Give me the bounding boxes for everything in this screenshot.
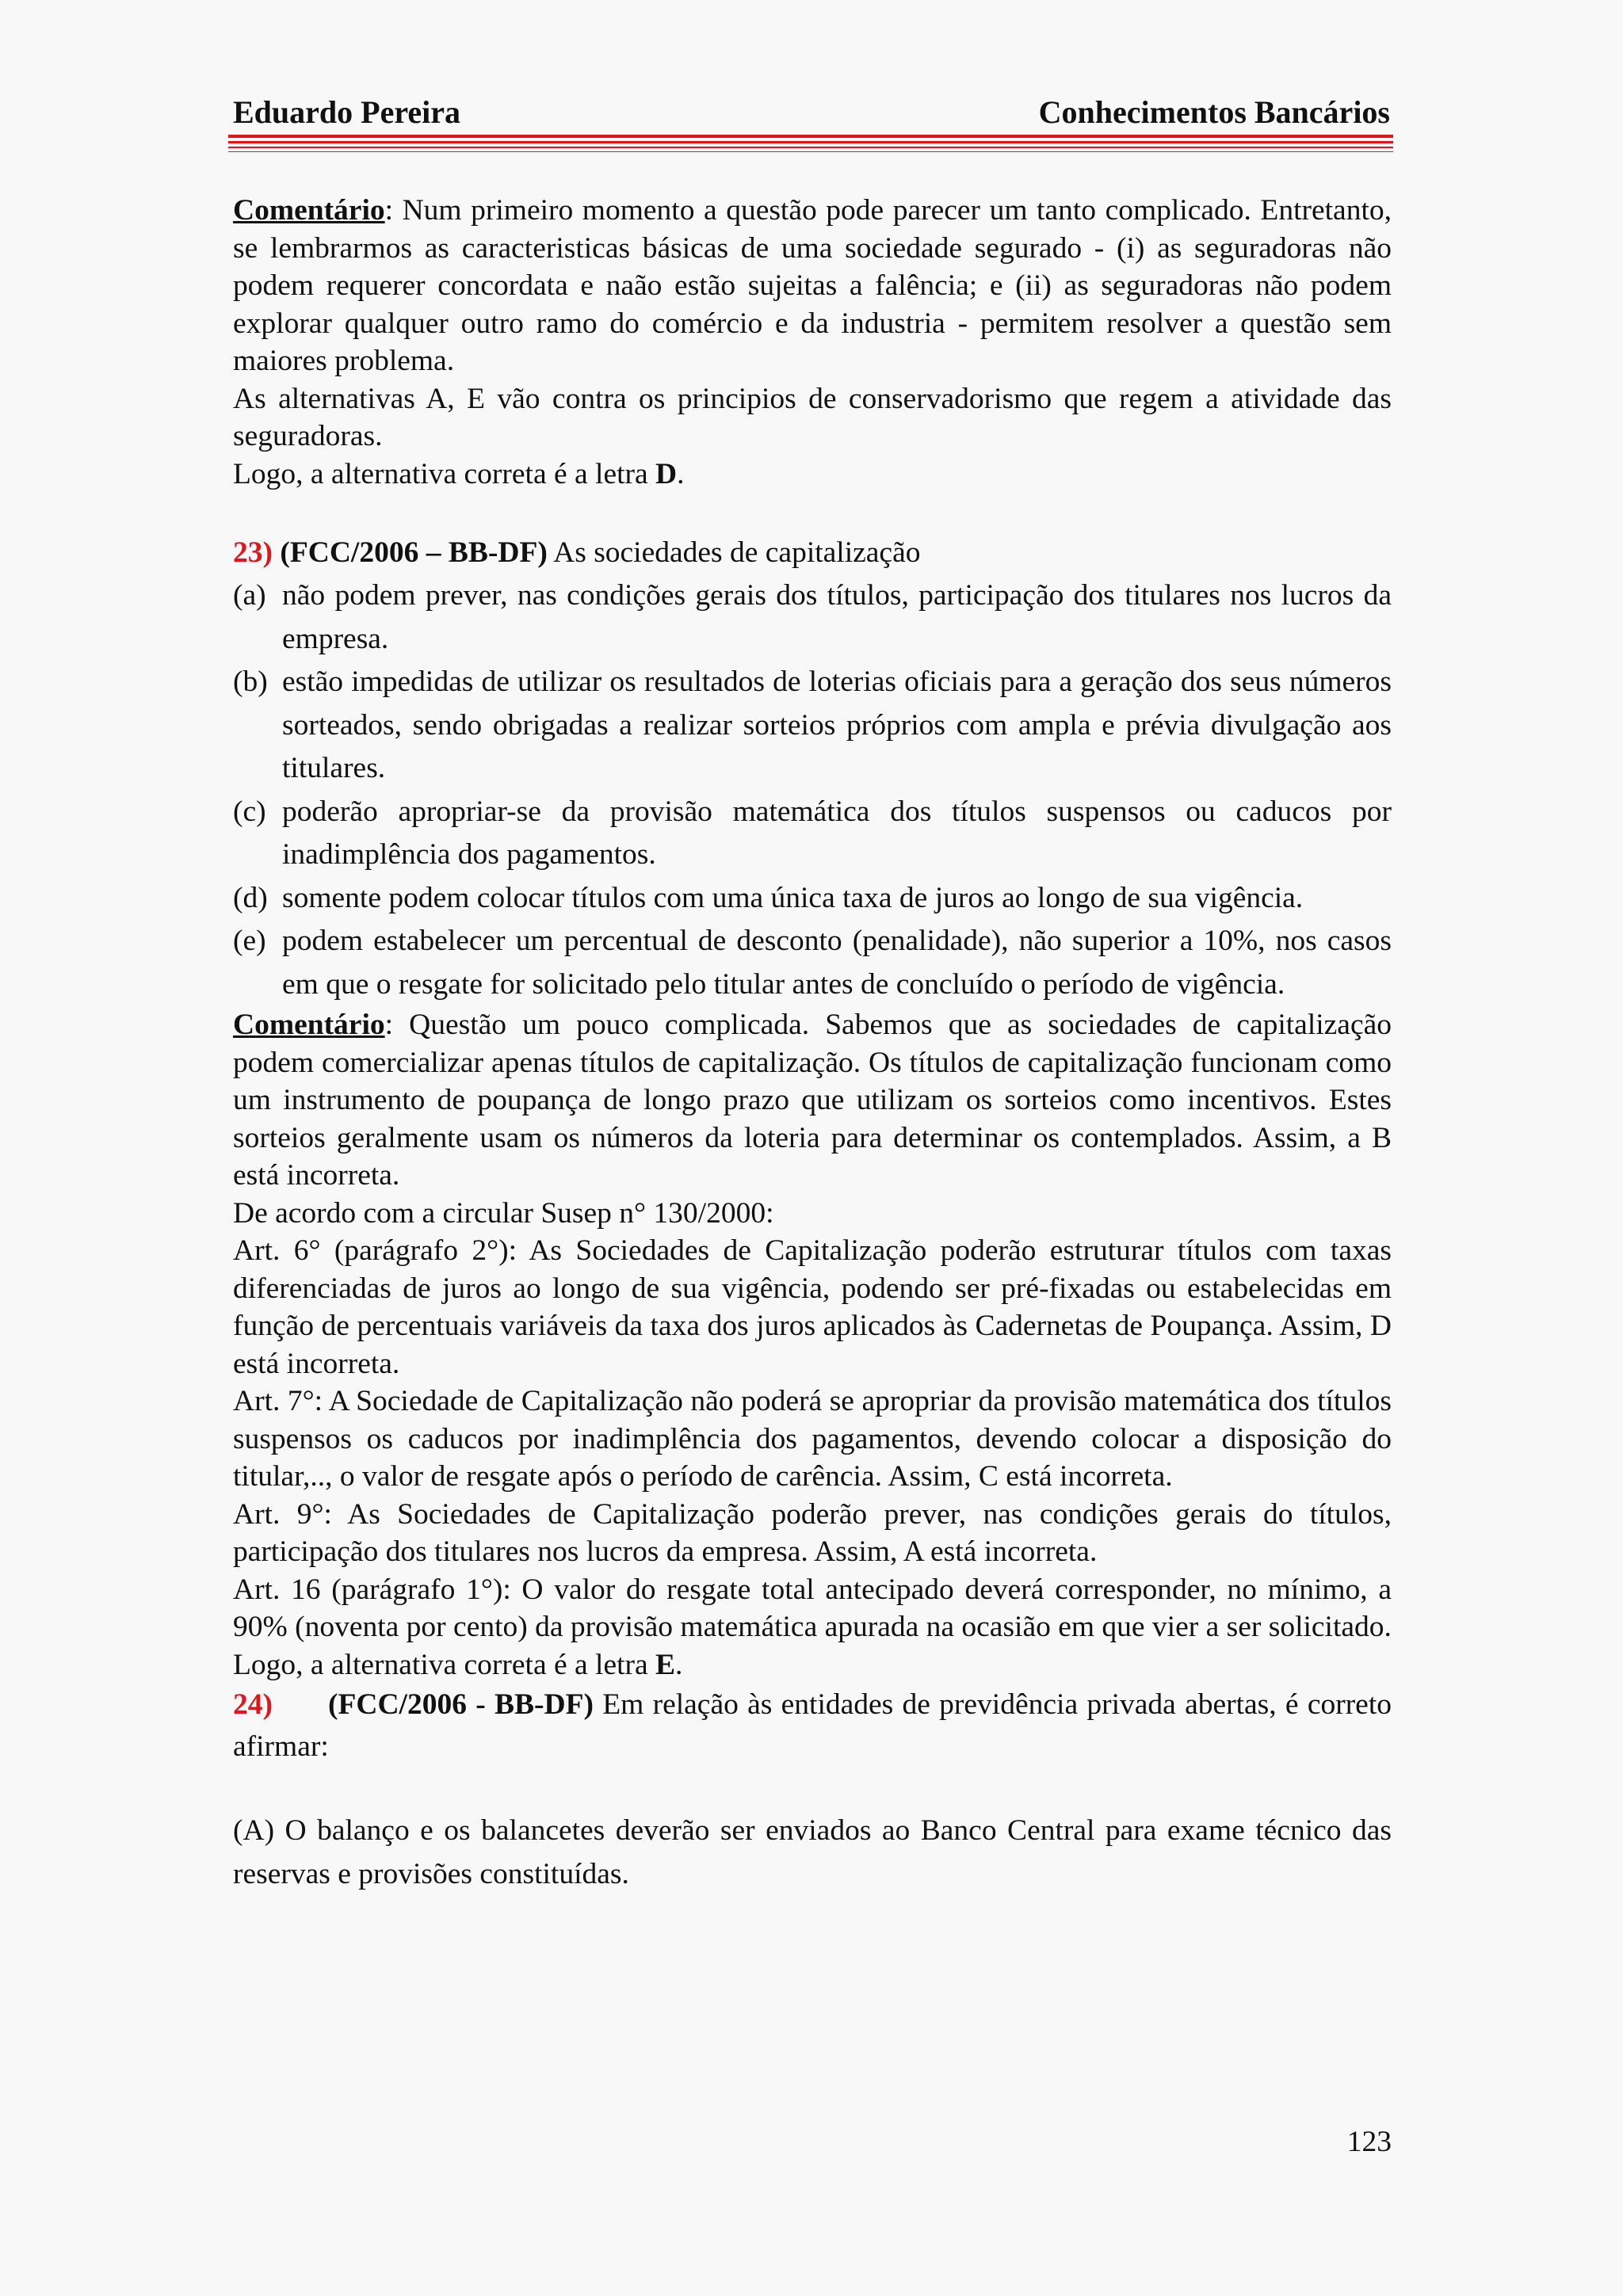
comment-label: Comentário: [233, 194, 385, 227]
option-a: (a) não podem prever, nas condições gerais dos títulos, participação dos titulares nos lucros da empresa.: [233, 579, 1392, 655]
question-stem: 23) (FCC/2006 – BB-DF) As sociedades de capitalização: [233, 536, 921, 569]
comment-label: Comentário: [233, 1009, 385, 1041]
question-source: (FCC/2006 - BB-DF): [328, 1688, 594, 1721]
page-header: [233, 93, 1390, 131]
header-author: Eduardo Pereira: [233, 94, 461, 130]
header-subject: Conhecimentos Bancários: [1038, 94, 1390, 130]
question-23: [233, 531, 1392, 1006]
option-c: (c) poderão apropriar-se da provisão matemática dos títulos suspensos ou caducos por inadimplência dos pagamentos.: [233, 795, 1392, 871]
answer-letter: E: [655, 1648, 676, 1681]
option-d: (d) somente podem colocar títulos com uma única taxa de juros ao longo de sua vigência.: [233, 881, 1304, 914]
header-rule: [228, 141, 1393, 143]
comment-paragraph: De acordo com a circular Susep n° 130/2000:: [233, 1196, 774, 1230]
header-rule: [228, 135, 1393, 138]
answer-line: Logo, a alternativa correta é a letra D.: [233, 457, 685, 490]
header-rule: [228, 147, 1393, 148]
header-rule: [228, 151, 1393, 152]
question-number: 23): [233, 536, 273, 569]
article-paragraph: Art. 7°: A Sociedade de Capitalização não poderá se apropriar da provisão matemática dos títulos suspensos os caducos por inadimplência dos pagamentos, devendo colocar a disposição do titular,.., o valor de resgate após o período de carência. Assim, C está incorreta.: [233, 1385, 1392, 1493]
comment-paragraph: Comentário: Num primeiro momento a questão pode parecer um tanto complicado. Entretanto, se lembrarmos as caracteristicas básicas de uma sociedade segurado - (i) as seguradoras não podem requerer concordata e naão estão sujeitas a falência; e (ii) as seguradoras não podem explorar qualquer outro ramo do comércio e da industria - permitem resolver a questão sem maiores problema.: [233, 194, 1392, 377]
question-stem: 24) (FCC/2006 - BB-DF) Em relação às entidades de previdência privada abertas, é correto afirmar:: [233, 1684, 1392, 1768]
page-body: [233, 192, 1392, 1896]
comment-q22: [233, 192, 1392, 493]
option-a: (A) O balanço e os balancetes deverão ser enviados ao Banco Central para exame técnico das reservas e provisões constituídas.: [233, 1814, 1392, 1890]
comment-q23: [233, 1006, 1392, 1684]
article-paragraph: Art. 9°: As Sociedades de Capitalização poderão prever, nas condições gerais do títulos, participação dos titulares nos lucros da empresa. Assim, A está incorreta.: [233, 1497, 1392, 1568]
page-number: 123: [1346, 2126, 1392, 2158]
question-source: (FCC/2006 – BB-DF): [280, 536, 548, 569]
answer-letter: D: [655, 457, 678, 490]
article-paragraph: Art. 6° (parágrafo 2°): As Sociedades de Capitalização poderão estruturar títulos com taxas diferenciadas de juros ao longo de sua vigência, podendo ser pré-fixadas ou estabelecidas em função de percentuais variáveis da taxa dos juros aplicados às Cadernetas de Poupança. Assim, D está incorreta.: [233, 1234, 1392, 1380]
comment-paragraph: Comentário: Questão um pouco complicada. Sabemos que as sociedades de capitalização podem comercializar apenas títulos de capitalização. Os títulos de capitalização funcionam como um instrumento de poupança de longo prazo que utilizam os sorteios como incentivos. Estes sorteios geralmente usam os números da loteria para determinar os contemplados. Assim, a B está incorreta.: [233, 1009, 1392, 1192]
answer-line: Logo, a alternativa correta é a letra E.: [233, 1648, 683, 1681]
question-24: [233, 1684, 1392, 1768]
question-number: 24): [233, 1688, 273, 1721]
comment-paragraph: As alternativas A, E vão contra os principios de conservadorismo que regem a atividade das seguradoras.: [233, 382, 1392, 452]
option-b: (b) estão impedidas de utilizar os resultados de loterias oficiais para a geração dos seus números sorteados, sendo obrigadas a realizar sorteios próprios com ampla e prévia divulgação aos titulares.: [233, 666, 1392, 784]
article-paragraph: Art. 16 (parágrafo 1°): O valor do resgate total antecipado deverá corresponder, no mínimo, a 90% (noventa por cento) da provisão matemática apurada na ocasião em que vier a ser solicitado.: [233, 1573, 1392, 1643]
option-e: (e) podem estabelecer um percentual de desconto (penalidade), não superior a 10%, nos casos em que o resgate for solicitado pelo titular antes de concluído o período de vigência.: [233, 925, 1392, 1001]
